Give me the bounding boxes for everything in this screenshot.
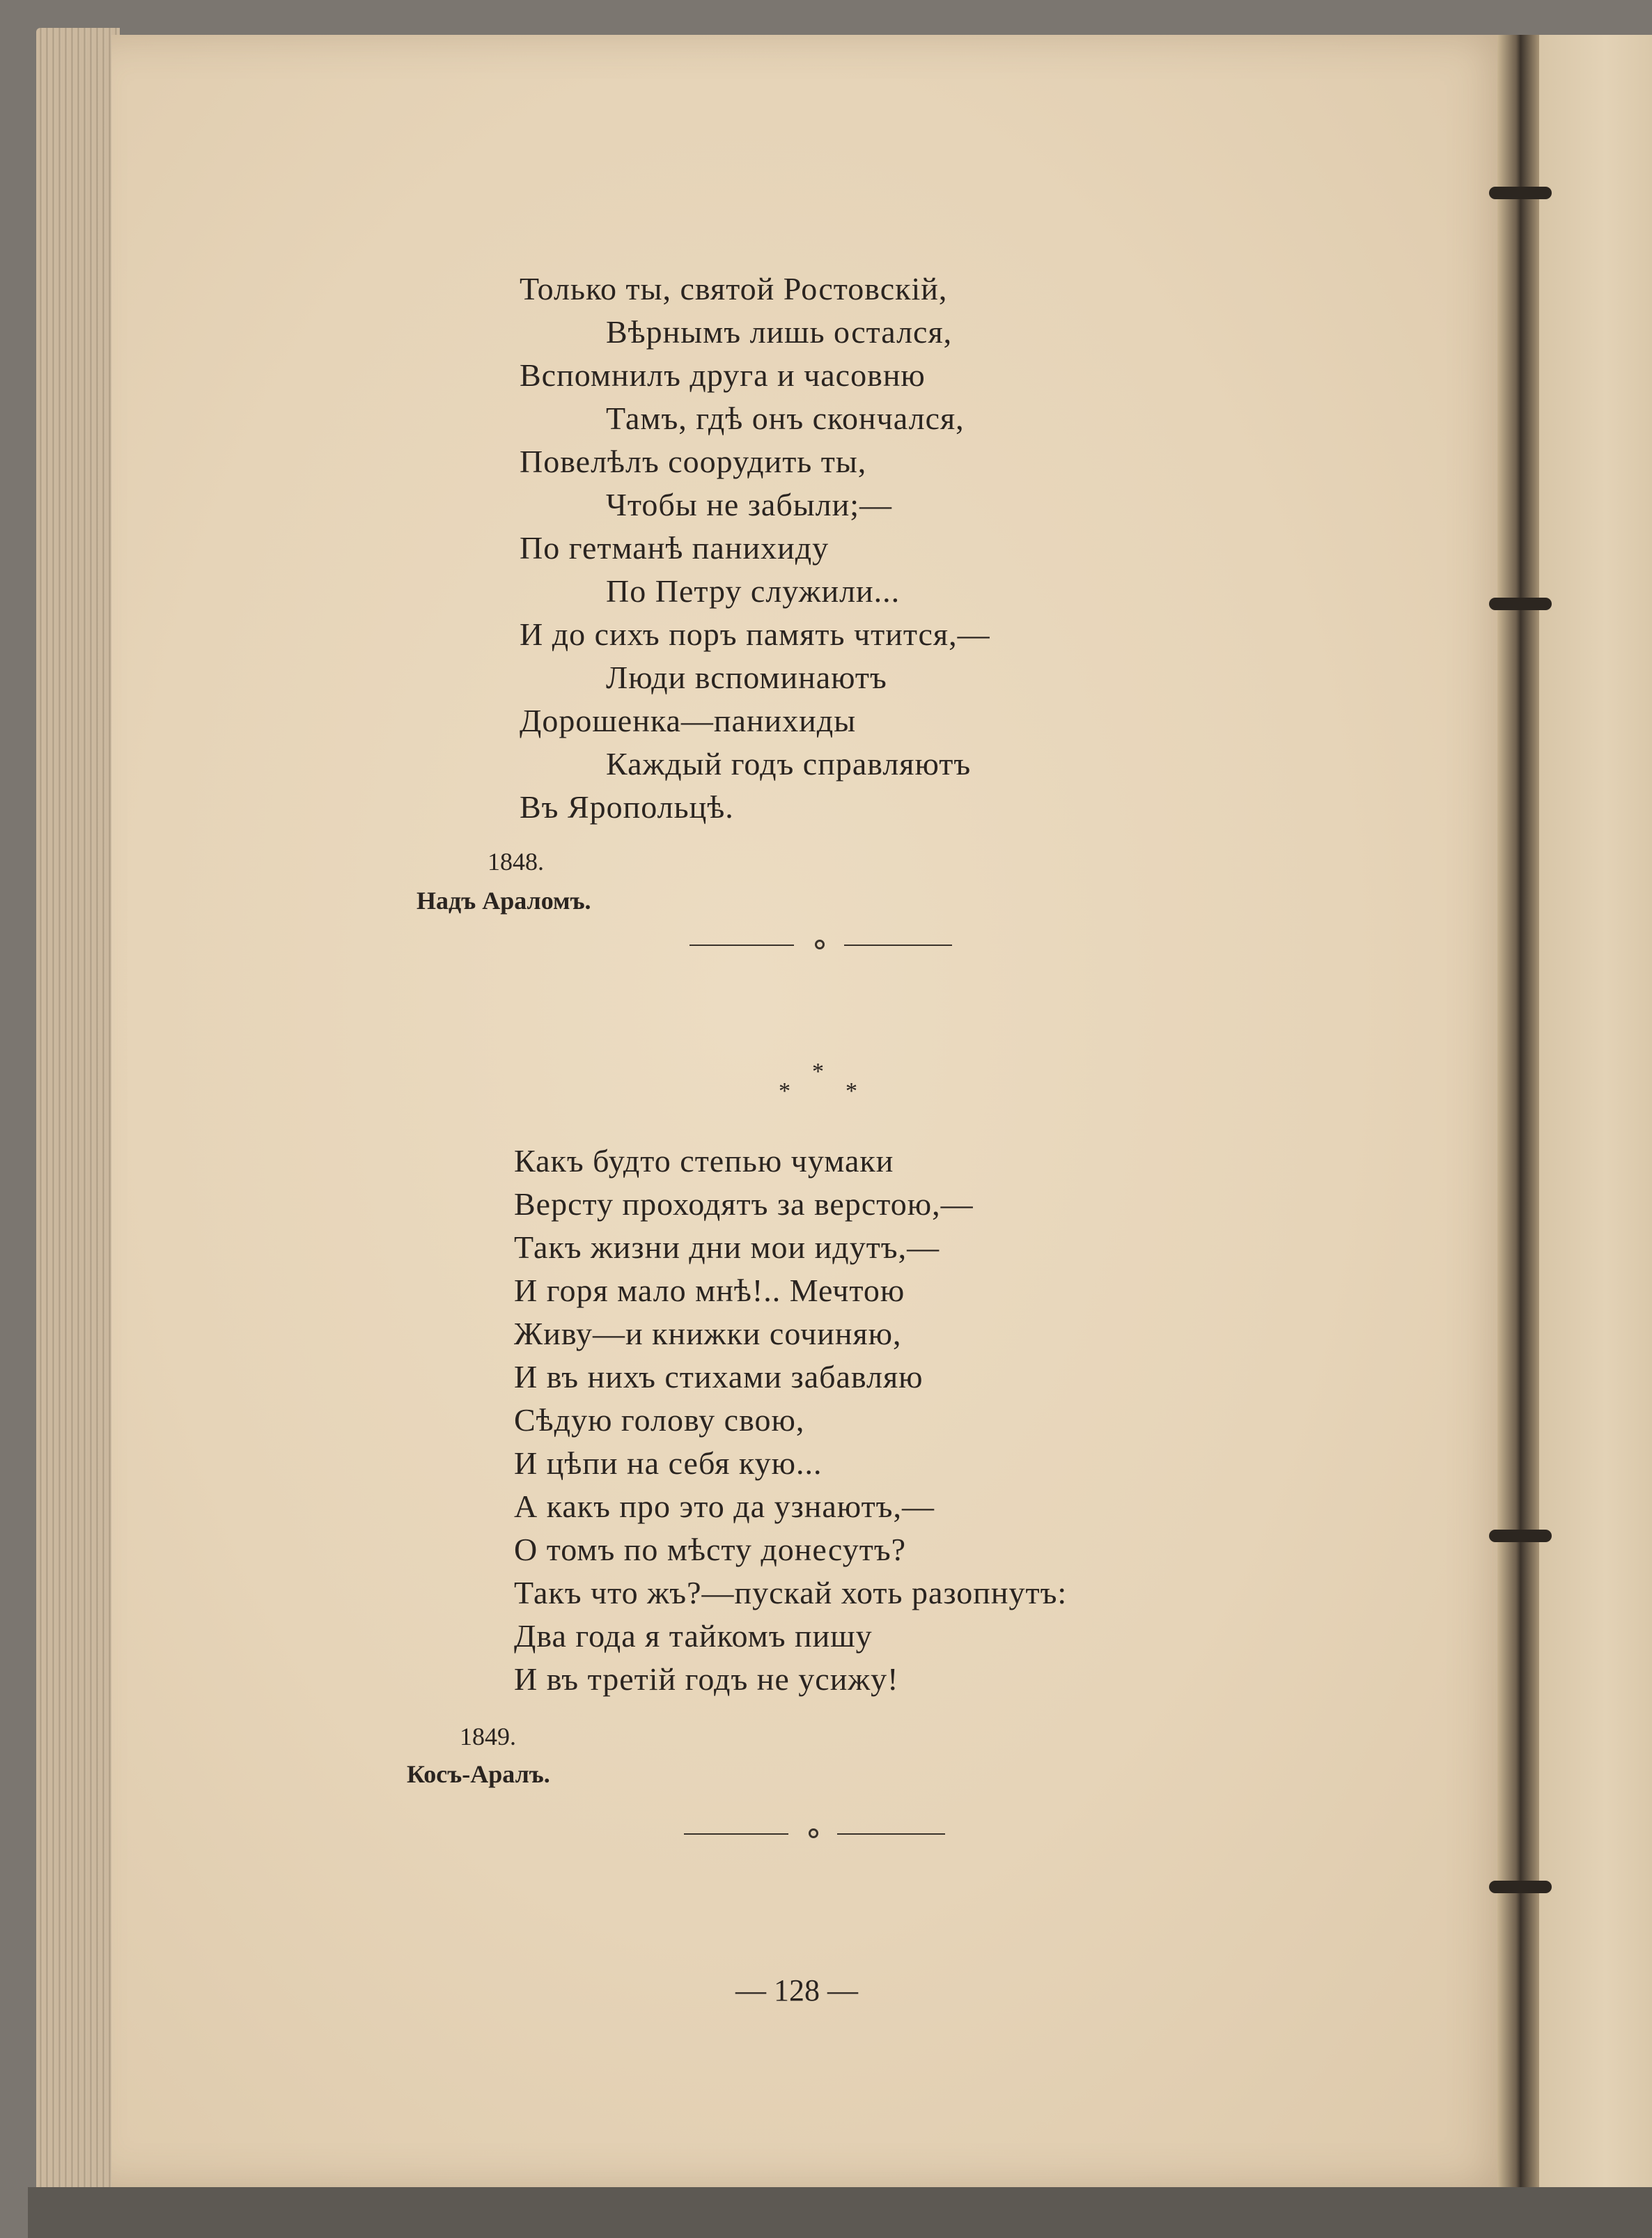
poem-line: Тамъ, гдѣ онъ скончался, (606, 401, 965, 436)
page-number: — 128 — (735, 1973, 858, 2007)
binding-stitch (1489, 1530, 1552, 1542)
binding-stitch (1489, 598, 1552, 610)
star: * (812, 1059, 824, 1085)
poem-line: И цѣпи на себя кую... (514, 1445, 823, 1481)
poem-line: И горя мало мнѣ!.. Мечтою (514, 1273, 905, 1308)
poem-year: 1849. (460, 1723, 516, 1750)
poem-place: Косъ-Аралъ. (407, 1760, 550, 1788)
star: * (846, 1078, 857, 1104)
poem-line: Такъ жизни дни мои идутъ,— (514, 1229, 940, 1265)
poem-year: 1848. (488, 848, 544, 876)
poem-line: Повелѣлъ соорудить ты, (520, 444, 867, 479)
poem-line: Два года я тайкомъ пишу (514, 1618, 873, 1654)
poem-line: Такъ что жъ?—пускай хоть разопнутъ: (514, 1575, 1068, 1610)
poem-place: Надъ Араломъ. (416, 887, 591, 915)
poem-line: По Петру служили... (606, 573, 901, 609)
poem-line: Вѣрнымъ лишь остался, (606, 314, 953, 350)
poem-line: Какъ будто степью чумаки (514, 1143, 894, 1179)
poem-line: Версту проходятъ за верстою,— (514, 1186, 974, 1222)
poem-line: И въ третій годъ не усижу! (514, 1661, 899, 1697)
poem-line: А какъ про это да узнаютъ,— (514, 1489, 935, 1524)
poem-line: Дорошенка—панихиды (520, 703, 857, 738)
poem-line: Въ Яропольцѣ. (520, 789, 734, 825)
poem-line: Люди вспоминаютъ (606, 660, 887, 695)
binding-stitch (1489, 1881, 1552, 1893)
star: * (779, 1078, 790, 1104)
poem-line: О томъ по мѣсту донесутъ? (514, 1532, 907, 1567)
poem-line: И до сихъ поръ память чтится,— (520, 616, 990, 652)
poem-line: Сѣдую голову свою, (514, 1402, 805, 1438)
poem-line: Чтобы не забыли;— (606, 487, 892, 522)
poem-line: Каждый годъ справляютъ (606, 746, 972, 782)
binding-stitch (1489, 187, 1552, 199)
book-gutter (1497, 35, 1539, 2187)
page-stack-edge (36, 28, 120, 2201)
poem-line: Вспомнилъ друга и часовню (520, 357, 926, 393)
poem-line: По гетманѣ панихиду (520, 530, 829, 566)
poem-line: И въ нихъ стихами забавляю (514, 1359, 924, 1394)
facing-page-edge (1536, 35, 1652, 2187)
poem-line: Только ты, святой Ростовскій, (520, 271, 948, 306)
poem-line: Живу—и книжки сочиняю, (514, 1316, 902, 1351)
scan-bottom-border (28, 2187, 1652, 2238)
